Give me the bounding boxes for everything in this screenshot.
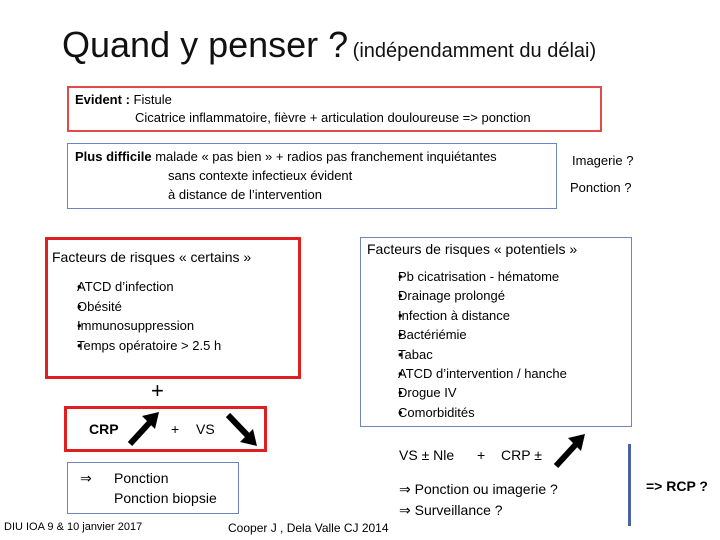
potentiels-item: • ATCD d’intervention / hanche: [375, 366, 567, 385]
certains-item: • ATCD d’infection: [55, 279, 221, 299]
imagerie-note: Imagerie ?: [572, 153, 634, 168]
crp-plus: +: [171, 421, 180, 437]
difficile-text3: à distance de l’intervention: [168, 187, 322, 202]
certains-item: • Temps opératoire > 2.5 h: [55, 338, 221, 358]
certains-item: • Immunosuppression: [55, 318, 221, 338]
certains-list: [55, 279, 221, 357]
evident-line1: [75, 92, 172, 107]
conclusion-text1: Ponction ou imagerie ?: [414, 481, 558, 497]
title-main: Quand y penser ?: [62, 24, 349, 65]
potentiels-item: • Tabac: [375, 347, 567, 366]
potentiels-item: • Bactériémie: [375, 327, 567, 346]
potentiels-item: • Drogue IV: [375, 385, 567, 404]
title-sub: (indépendamment du délai): [352, 40, 597, 62]
conclusion-line1: [399, 481, 558, 498]
difficile-label: Plus difficile: [75, 149, 152, 164]
potentiels-item: • Comorbidités: [375, 405, 567, 424]
evident-label: Evident :: [75, 92, 130, 107]
potentiels-list: [375, 269, 567, 424]
up-right-arrow-icon: [552, 432, 588, 470]
certains-heading: Facteurs de risques « certains »: [52, 249, 252, 265]
conclusion-text2: Surveillance ?: [414, 502, 503, 518]
evident-text1: Fistule: [133, 92, 172, 107]
right-plus: +: [477, 447, 486, 463]
ponction-note: Ponction ?: [570, 180, 632, 195]
crp-label: CRP: [89, 421, 119, 437]
ponction-line2: Ponction biopsie: [114, 490, 217, 506]
vs-label: VS: [196, 421, 215, 437]
potentiels-item: • Pb cicatrisation - hématome: [375, 269, 567, 288]
vertical-divider: [628, 444, 631, 526]
vs-nle-label: VS ± Nle: [399, 447, 455, 463]
difficile-text2: sans contexte infectieux évident: [168, 168, 353, 183]
potentiels-heading: Facteurs de risques « potentiels »: [367, 241, 578, 257]
plus-sign: +: [151, 378, 164, 403]
ponction-arrow: ⇒: [80, 470, 92, 486]
certains-item: • Obésité: [55, 299, 221, 319]
conclusion-line2: [399, 502, 503, 519]
footer-citation: Cooper J , Dela Valle CJ 2014: [228, 521, 389, 535]
potentiels-item: • Drainage prolongé: [375, 288, 567, 307]
footer-left: DIU IOA 9 & 10 janvier 2017: [4, 521, 143, 533]
crp-pm-label: CRP ±: [501, 447, 542, 463]
slide-title: [62, 24, 596, 66]
rcp-label: => RCP ?: [646, 478, 708, 494]
evident-text2: Cicatrice inflammatoire, fièvre + articulation douloureuse => ponction: [135, 110, 531, 125]
implies-symbol: ⇒: [399, 481, 411, 497]
implies-symbol: ⇒: [399, 502, 411, 518]
ponction-line1: Ponction: [114, 470, 169, 486]
difficile-text1: malade « pas bien » + radios pas franchement inquiétantes: [155, 149, 497, 164]
up-right-arrow-icon: [126, 410, 162, 448]
difficile-line1: [75, 149, 497, 164]
potentiels-item: • Infection à distance: [375, 308, 567, 327]
down-right-arrow-icon: [224, 411, 260, 449]
